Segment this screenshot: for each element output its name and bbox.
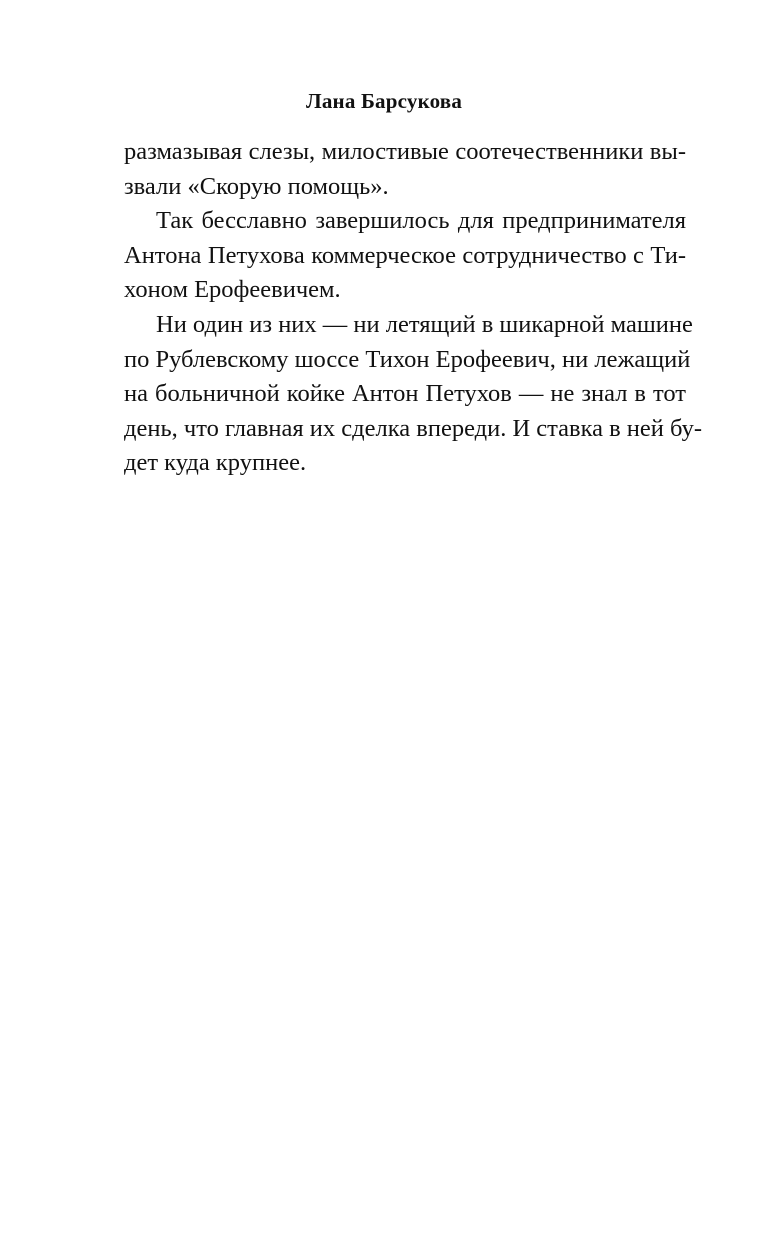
text-line: Так бесславно завершилось для предпринимателя bbox=[156, 207, 686, 235]
text-line: размазывая слезы, милостивые соотечественники вы- bbox=[124, 138, 686, 165]
text-line: Ни один из них — ни летящий в шикарной машине bbox=[156, 310, 693, 338]
paragraph bbox=[124, 204, 686, 308]
text-line: на больничной койке Антон Петухов — не знал в тот bbox=[124, 380, 686, 408]
text-line: по Рублевскому шоссе Тихон Ерофеевич, ни лежащий bbox=[124, 345, 691, 373]
text-line: звали «Скорую помощь». bbox=[124, 172, 389, 200]
paragraph bbox=[124, 308, 702, 481]
paragraph bbox=[124, 135, 686, 204]
body-text bbox=[124, 135, 702, 481]
text-line: Антона Петухова коммерческое сотрудничество с Ти- bbox=[124, 241, 686, 269]
running-head-author: Лана Барсукова bbox=[305, 89, 463, 113]
text-line: хоном Ерофеевичем. bbox=[124, 276, 341, 304]
text-line: дет куда крупнее. bbox=[124, 449, 307, 477]
text-line: день, что главная их сделка впереди. И ставка в ней бу- bbox=[124, 414, 702, 442]
